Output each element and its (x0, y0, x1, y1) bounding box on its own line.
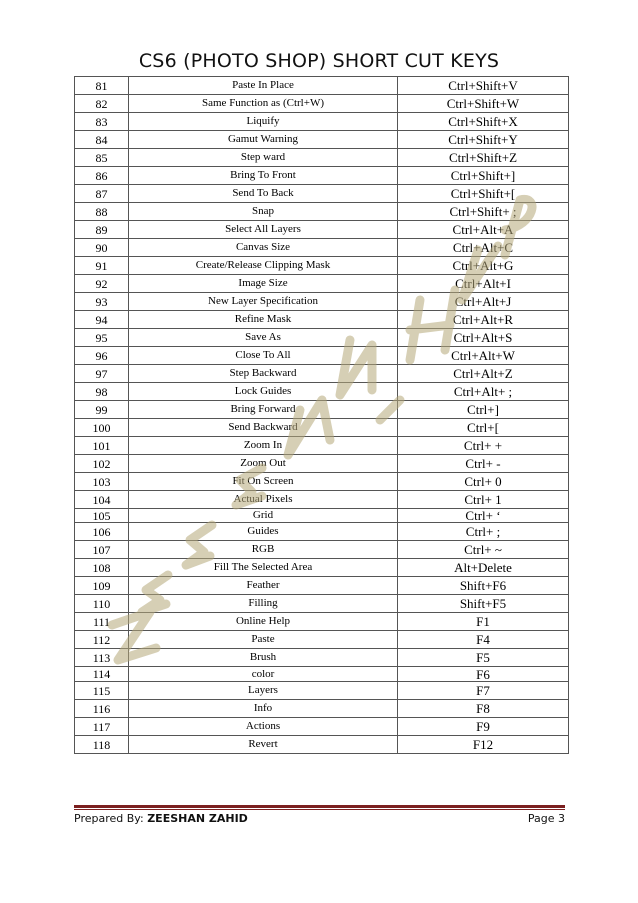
row-function: Snap (129, 203, 398, 221)
row-shortcut: F7 (398, 682, 569, 700)
author-name: ZEESHAN ZAHID (147, 812, 248, 825)
table-row (75, 167, 569, 185)
row-number: 92 (75, 275, 129, 293)
row-shortcut: Ctrl+ ~ (398, 541, 569, 559)
page-title: CS6 (PHOTO SHOP) SHORT CUT KEYS (138, 50, 500, 72)
row-number: 106 (75, 523, 129, 541)
row-function: Fit On Screen (129, 473, 398, 491)
row-shortcut: Ctrl+Shift+X (398, 113, 569, 131)
table-row (75, 595, 569, 613)
row-number: 82 (75, 95, 129, 113)
row-shortcut: Ctrl+Shift+Y (398, 131, 569, 149)
row-number: 108 (75, 559, 129, 577)
row-shortcut: Ctrl+[ (398, 419, 569, 437)
row-number: 105 (75, 509, 129, 523)
row-function: Gamut Warning (129, 131, 398, 149)
table-row (75, 149, 569, 167)
row-function: Filling (129, 595, 398, 613)
row-shortcut: Ctrl+Alt+I (398, 275, 569, 293)
row-number: 83 (75, 113, 129, 131)
table-row (75, 491, 569, 509)
table-row (75, 401, 569, 419)
table-row (75, 203, 569, 221)
table-row (75, 736, 569, 754)
row-function: Lock Guides (129, 383, 398, 401)
prepared-by-label: Prepared By: (74, 812, 144, 825)
row-shortcut: Ctrl+Shift+Z (398, 149, 569, 167)
row-shortcut: F8 (398, 700, 569, 718)
table-row (75, 347, 569, 365)
row-number: 111 (75, 613, 129, 631)
row-function: Guides (129, 523, 398, 541)
table-row (75, 293, 569, 311)
page-footer (74, 812, 565, 825)
row-shortcut: Ctrl+ 1 (398, 491, 569, 509)
row-shortcut: Ctrl+Shift+ ; (398, 203, 569, 221)
table-row (75, 667, 569, 682)
row-number: 113 (75, 649, 129, 667)
table-row (75, 275, 569, 293)
table-row (75, 131, 569, 149)
footer-credit (74, 812, 248, 825)
row-number: 107 (75, 541, 129, 559)
row-shortcut: Shift+F6 (398, 577, 569, 595)
row-shortcut: Shift+F5 (398, 595, 569, 613)
table-row (75, 221, 569, 239)
table-row (75, 559, 569, 577)
row-function: RGB (129, 541, 398, 559)
row-shortcut: Ctrl+ ; (398, 523, 569, 541)
row-function: color (129, 667, 398, 682)
row-number: 81 (75, 77, 129, 95)
row-shortcut: Ctrl+Alt+W (398, 347, 569, 365)
row-shortcut: F12 (398, 736, 569, 754)
table-row (75, 329, 569, 347)
row-function: Step ward (129, 149, 398, 167)
row-number: 114 (75, 667, 129, 682)
row-number: 97 (75, 365, 129, 383)
row-function: Step Backward (129, 365, 398, 383)
table-row (75, 718, 569, 736)
row-number: 117 (75, 718, 129, 736)
row-function: Grid (129, 509, 398, 523)
shortcut-table-body (75, 77, 569, 754)
row-function: Feather (129, 577, 398, 595)
row-shortcut: F4 (398, 631, 569, 649)
row-shortcut: Ctrl+ + (398, 437, 569, 455)
table-row (75, 700, 569, 718)
row-function: Online Help (129, 613, 398, 631)
row-shortcut: Ctrl+ ‘ (398, 509, 569, 523)
row-function: Bring Forward (129, 401, 398, 419)
row-shortcut: Ctrl+] (398, 401, 569, 419)
row-function: Refine Mask (129, 311, 398, 329)
row-function: Zoom Out (129, 455, 398, 473)
row-number: 110 (75, 595, 129, 613)
row-function: Actions (129, 718, 398, 736)
row-function: Image Size (129, 275, 398, 293)
row-shortcut: Ctrl+Shift+] (398, 167, 569, 185)
table-row (75, 541, 569, 559)
row-shortcut: Ctrl+Alt+R (398, 311, 569, 329)
row-shortcut: Ctrl+ 0 (398, 473, 569, 491)
row-shortcut: Ctrl+Shift+W (398, 95, 569, 113)
row-function: Canvas Size (129, 239, 398, 257)
row-function: Zoom In (129, 437, 398, 455)
row-number: 102 (75, 455, 129, 473)
row-shortcut: F6 (398, 667, 569, 682)
row-shortcut: Ctrl+Alt+C (398, 239, 569, 257)
row-number: 118 (75, 736, 129, 754)
row-number: 86 (75, 167, 129, 185)
row-shortcut: Ctrl+Alt+A (398, 221, 569, 239)
table-row (75, 577, 569, 595)
row-function: Send Backward (129, 419, 398, 437)
row-number: 87 (75, 185, 129, 203)
row-function: Brush (129, 649, 398, 667)
row-shortcut: Ctrl+Alt+ ; (398, 383, 569, 401)
table-row (75, 383, 569, 401)
row-number: 89 (75, 221, 129, 239)
row-shortcut: F5 (398, 649, 569, 667)
row-number: 115 (75, 682, 129, 700)
footer-rule-thick (74, 805, 565, 808)
row-function: Select All Layers (129, 221, 398, 239)
table-row (75, 437, 569, 455)
row-number: 104 (75, 491, 129, 509)
table-row (75, 311, 569, 329)
shortcut-table (74, 76, 569, 754)
row-function: Revert (129, 736, 398, 754)
row-function: Info (129, 700, 398, 718)
row-number: 91 (75, 257, 129, 275)
page-number: Page 3 (527, 812, 565, 825)
row-shortcut: Ctrl+Shift+V (398, 77, 569, 95)
table-row (75, 365, 569, 383)
row-shortcut: Ctrl+Alt+S (398, 329, 569, 347)
row-function: New Layer Specification (129, 293, 398, 311)
row-function: Same Function as (Ctrl+W) (129, 95, 398, 113)
footer-rule-thin (74, 809, 565, 810)
table-row (75, 649, 569, 667)
table-row (75, 682, 569, 700)
table-row (75, 473, 569, 491)
table-row (75, 113, 569, 131)
row-shortcut: Ctrl+Shift+[ (398, 185, 569, 203)
row-function: Send To Back (129, 185, 398, 203)
row-function: Paste In Place (129, 77, 398, 95)
table-row (75, 455, 569, 473)
row-number: 103 (75, 473, 129, 491)
row-function: Paste (129, 631, 398, 649)
row-number: 101 (75, 437, 129, 455)
row-number: 96 (75, 347, 129, 365)
row-number: 112 (75, 631, 129, 649)
table-row (75, 95, 569, 113)
row-number: 99 (75, 401, 129, 419)
row-function: Bring To Front (129, 167, 398, 185)
table-row (75, 257, 569, 275)
row-number: 94 (75, 311, 129, 329)
table-row (75, 77, 569, 95)
row-number: 98 (75, 383, 129, 401)
row-number: 84 (75, 131, 129, 149)
table-row (75, 419, 569, 437)
row-function: Layers (129, 682, 398, 700)
row-shortcut: Ctrl+Alt+G (398, 257, 569, 275)
row-function: Save As (129, 329, 398, 347)
table-row (75, 509, 569, 523)
row-number: 109 (75, 577, 129, 595)
row-shortcut: Ctrl+ - (398, 455, 569, 473)
row-shortcut: F1 (398, 613, 569, 631)
row-shortcut: F9 (398, 718, 569, 736)
table-row (75, 185, 569, 203)
table-row (75, 631, 569, 649)
row-number: 88 (75, 203, 129, 221)
row-shortcut: Ctrl+Alt+J (398, 293, 569, 311)
row-number: 90 (75, 239, 129, 257)
table-row (75, 239, 569, 257)
row-function: Fill The Selected Area (129, 559, 398, 577)
row-number: 95 (75, 329, 129, 347)
row-function: Liquify (129, 113, 398, 131)
row-number: 85 (75, 149, 129, 167)
table-row (75, 613, 569, 631)
row-function: Create/Release Clipping Mask (129, 257, 398, 275)
row-number: 116 (75, 700, 129, 718)
row-number: 100 (75, 419, 129, 437)
table-row (75, 523, 569, 541)
row-shortcut: Alt+Delete (398, 559, 569, 577)
row-function: Close To All (129, 347, 398, 365)
row-number: 93 (75, 293, 129, 311)
row-function: Actual Pixels (129, 491, 398, 509)
row-shortcut: Ctrl+Alt+Z (398, 365, 569, 383)
